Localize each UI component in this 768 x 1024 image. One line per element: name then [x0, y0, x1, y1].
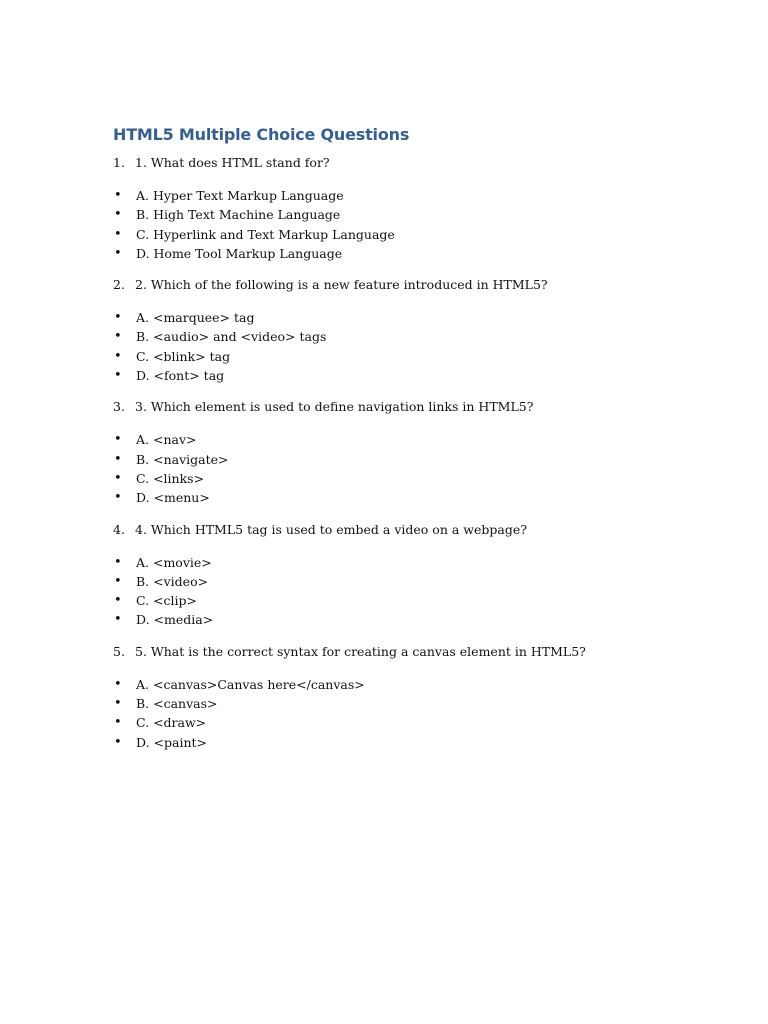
question-3 [113, 398, 673, 507]
option-item [113, 308, 673, 327]
option-text: D. <menu> [136, 490, 210, 506]
question-line [113, 643, 673, 661]
bullet-icon: • [114, 612, 122, 628]
option-text: A. <nav> [136, 432, 197, 448]
option-item [113, 713, 673, 732]
option-list [113, 308, 673, 385]
question-text: 3. Which element is used to define navigation links in HTML5? [135, 399, 534, 415]
option-item [113, 733, 673, 752]
option-text: C. <blink> tag [136, 348, 231, 364]
bullet-icon: • [114, 470, 122, 486]
option-text: B. High Text Machine Language [136, 207, 341, 223]
bullet-icon: • [114, 368, 122, 384]
question-number: 1. [113, 155, 125, 170]
option-text: B. <audio> and <video> tags [136, 329, 327, 345]
question-text: 1. What does HTML stand for? [135, 155, 330, 170]
option-item [113, 675, 673, 694]
option-text: C. <links> [136, 470, 205, 486]
question-text: 4. Which HTML5 tag is used to embed a video on a webpage? [135, 521, 527, 537]
question-2 [113, 276, 673, 385]
bullet-icon: • [114, 593, 122, 609]
option-text: D. <paint> [136, 734, 207, 750]
question-5 [113, 643, 673, 752]
bullet-icon: • [114, 226, 122, 242]
bullet-icon: • [114, 573, 122, 589]
question-number: 5. [113, 643, 125, 659]
bullet-icon: • [114, 715, 122, 731]
question-line [113, 398, 673, 416]
option-text: B. <canvas> [136, 696, 218, 712]
option-item [113, 553, 673, 572]
option-text: D. Home Tool Markup Language [136, 245, 343, 261]
option-item [113, 450, 673, 469]
bullet-icon: • [114, 188, 122, 203]
bullet-icon: • [114, 329, 122, 345]
bullet-icon: • [114, 734, 122, 750]
option-list [113, 186, 673, 263]
option-item [113, 469, 673, 488]
question-line [113, 276, 673, 294]
option-text: B. <video> [136, 573, 209, 589]
document-title: HTML5 Multiple Choice Questions [113, 125, 410, 144]
bullet-icon: • [114, 310, 122, 326]
option-item [113, 694, 673, 713]
option-item [113, 610, 673, 629]
bullet-icon: • [114, 432, 122, 448]
option-item [113, 347, 673, 366]
bullet-icon: • [114, 207, 122, 223]
bullet-icon: • [114, 696, 122, 712]
question-number: 3. [113, 399, 125, 415]
option-text: C. <draw> [136, 715, 207, 731]
option-item [113, 430, 673, 449]
option-list [113, 675, 673, 752]
bullet-icon: • [114, 348, 122, 364]
bullet-icon: • [114, 245, 122, 261]
option-text: A. <marquee> tag [136, 310, 255, 326]
bullet-icon: • [114, 554, 122, 570]
option-text: C. Hyperlink and Text Markup Language [136, 226, 395, 242]
option-text: A. <movie> [136, 554, 212, 570]
option-item [113, 366, 673, 385]
option-item [113, 488, 673, 507]
bullet-icon: • [114, 490, 122, 506]
question-4 [113, 521, 673, 630]
question-line [113, 521, 673, 539]
document-page [113, 124, 673, 765]
question-number: 2. [113, 277, 125, 293]
option-text: D. <media> [136, 612, 214, 628]
option-list [113, 430, 673, 507]
option-item [113, 186, 673, 205]
option-item [113, 327, 673, 346]
option-text: B. <navigate> [136, 451, 229, 467]
option-item [113, 591, 673, 610]
question-text: 2. Which of the following is a new feature introduced in HTML5? [135, 277, 548, 293]
question-number: 4. [113, 521, 125, 537]
option-text: A. <canvas>Canvas here</canvas> [136, 676, 365, 692]
option-text: D. <font> tag [136, 368, 225, 384]
option-text: A. Hyper Text Markup Language [136, 188, 344, 203]
option-item [113, 244, 673, 263]
option-list [113, 553, 673, 630]
option-item [113, 205, 673, 224]
option-text: C. <clip> [136, 593, 198, 609]
question-text: 5. What is the correct syntax for creating a canvas element in HTML5? [135, 643, 586, 659]
question-line [113, 154, 673, 172]
option-item [113, 225, 673, 244]
bullet-icon: • [114, 451, 122, 467]
option-item [113, 572, 673, 591]
question-1 [113, 154, 673, 263]
bullet-icon: • [114, 676, 122, 692]
